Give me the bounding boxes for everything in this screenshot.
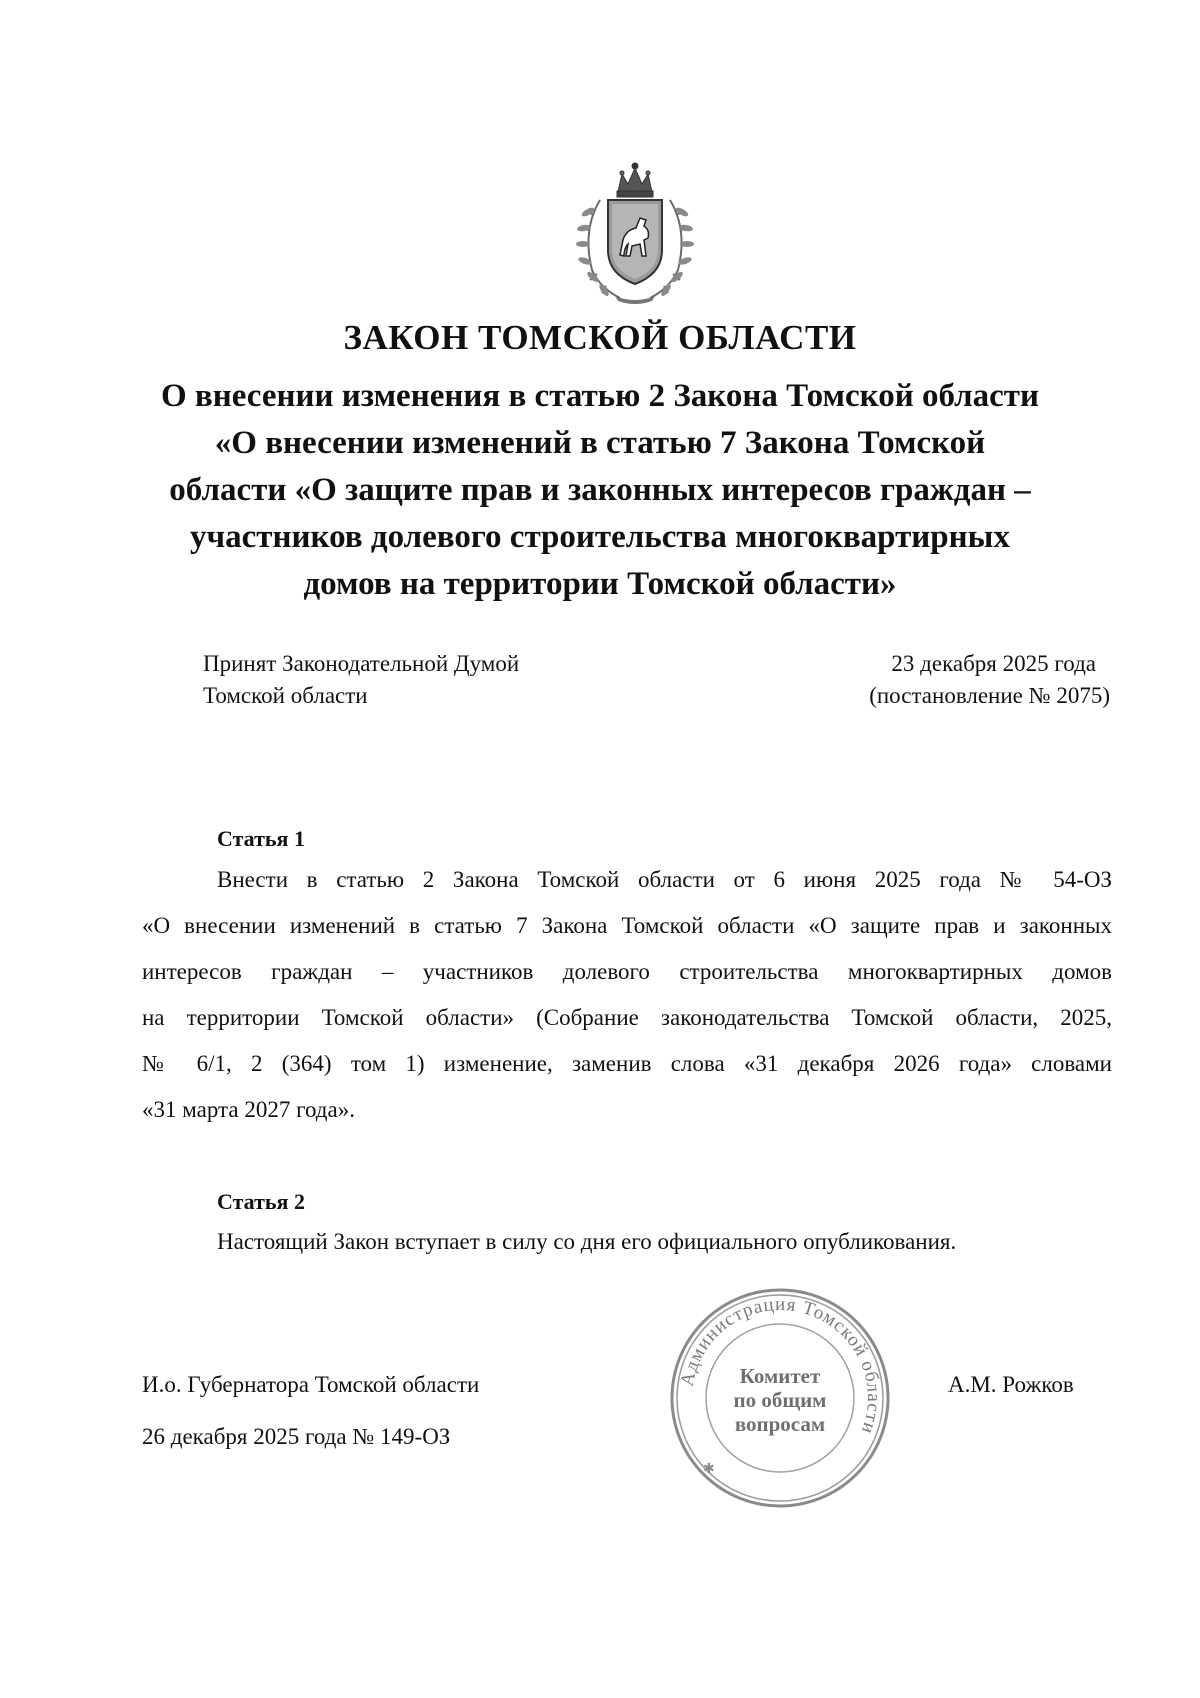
subtitle-line: участников долевого строительства многоквартирных — [190, 519, 1010, 555]
svg-text:✱: ✱ — [703, 1461, 715, 1477]
stamp-ring-text: Администрация Томской области — [676, 1293, 885, 1438]
article-1-heading: Статья 1 — [217, 826, 305, 851]
subtitle-line: домов на территории Томской области» — [303, 566, 897, 602]
subtitle-line: области «О защите прав и законных интересов граждан – — [169, 472, 1031, 508]
stamp-center-line: вопросам — [734, 1412, 826, 1436]
article-2-heading: Статья 2 — [217, 1189, 305, 1214]
law-date-number: 26 декабря 2025 года № 149-ОЗ — [142, 1424, 451, 1449]
official-round-stamp-icon — [665, 1283, 895, 1513]
stamp-center-line: по общим — [733, 1388, 827, 1412]
adopted-by-line: Томской области — [203, 683, 368, 708]
article-2-body — [142, 1219, 1112, 1265]
law-title: ЗАКОН ТОМСКОЙ ОБЛАСТИ — [343, 318, 857, 357]
tomsk-oblast-coat-of-arms-icon — [560, 160, 710, 305]
signatory-position: И.о. Губернатора Томской области — [142, 1372, 480, 1397]
subtitle-line: «О внесении изменений в статью 7 Закона Томской — [214, 425, 986, 461]
signature-block — [142, 1369, 479, 1453]
adopted-by — [203, 648, 519, 712]
article-1-line: интересов граждан – участников долевого строительства многоквартирных домов — [142, 959, 1112, 984]
law-subtitle — [120, 373, 1080, 608]
resolution-number: (постановление № 2075) — [869, 683, 1110, 708]
article-1-line: «О внесении изменений в статью 7 Закона Томской области «О защите прав и законных — [142, 913, 1112, 938]
signatory-name: А.М. Рожков — [948, 1372, 1074, 1397]
article-1-line: Внести в статью 2 Закона Томской области от 6 июня 2025 года № 54-ОЗ — [217, 867, 1112, 892]
article-1-body — [142, 857, 1112, 1133]
article-1-line: «31 марта 2027 года». — [142, 1097, 355, 1122]
article-1-line: № 6/1, 2 (364) том 1) изменение, заменив слова «31 декабря 2026 года» словами — [142, 1051, 1112, 1076]
stamp-center-line: Комитет — [739, 1364, 821, 1388]
article-2-line: Настоящий Закон вступает в силу со дня его официального опубликования. — [217, 1229, 957, 1254]
article-1-line: на территории Томской области» (Собрание законодательства Томской области, 2025, — [142, 1005, 1112, 1030]
subtitle-line: О внесении изменения в статью 2 Закона Томской области — [160, 378, 1040, 414]
adopted-date-text: 23 декабря 2025 года — [891, 651, 1096, 676]
adopted-date — [790, 648, 1110, 712]
adopted-by-line: Принят Законодательной Думой — [203, 651, 520, 676]
